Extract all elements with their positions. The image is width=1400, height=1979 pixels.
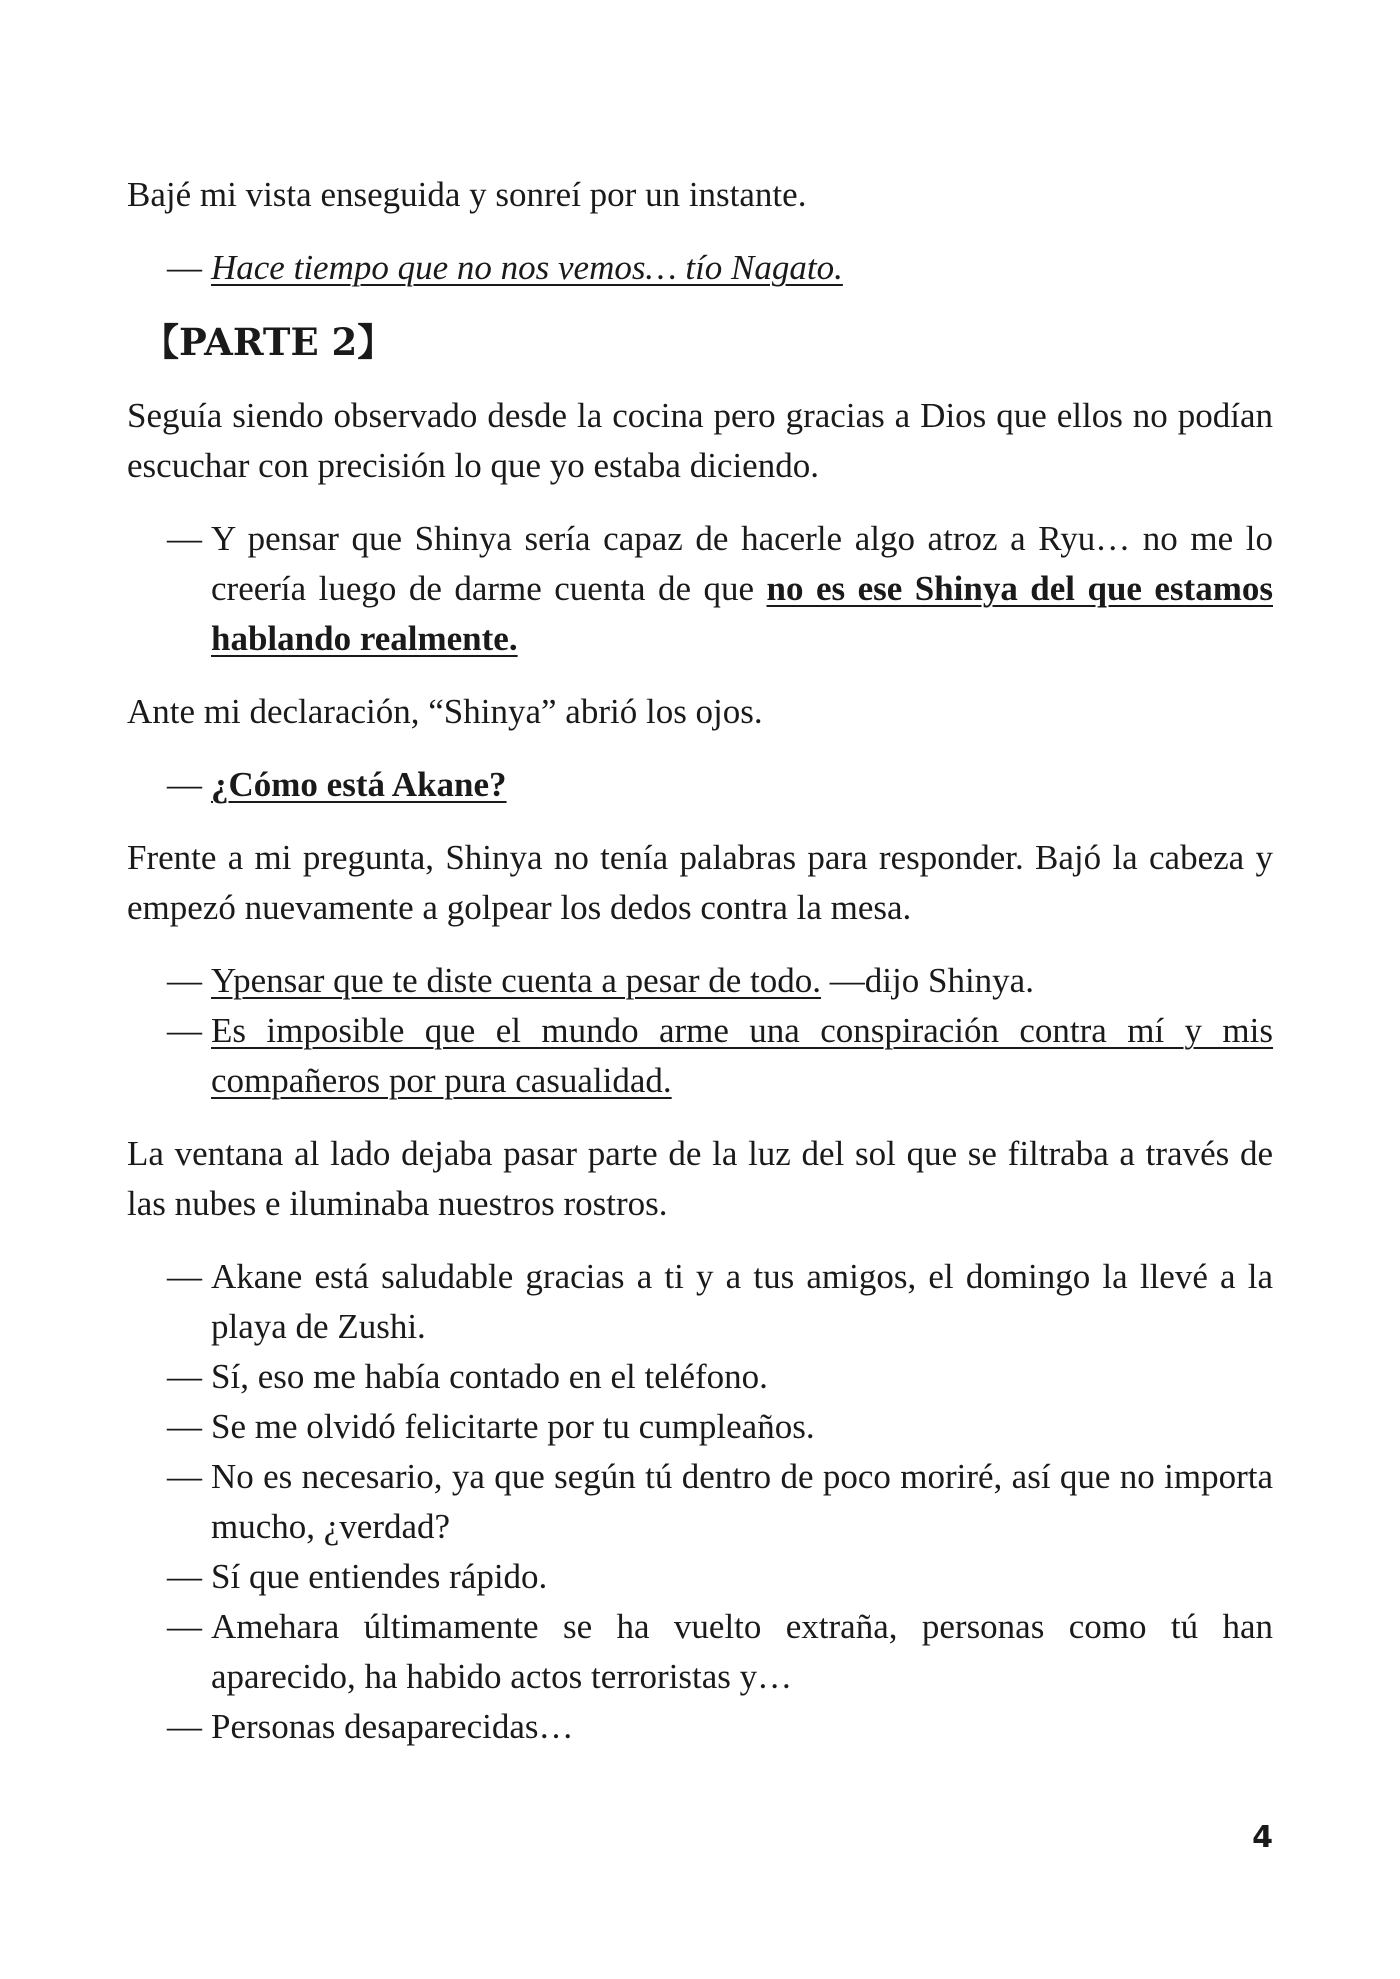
dialogue-text-plain: Y pensar que Shinya sería capaz de hacerle algo atroz a Ryu… no me lo creería luego de darme cuenta de que	[211, 519, 1273, 608]
dialogue-text-bold: no es ese Shinya del que estamos hablando realmente.	[211, 569, 1273, 658]
dialogue-text: Sí que entiendes rápido.	[211, 1557, 548, 1596]
dialogue-12	[127, 1702, 1273, 1752]
dialogue-8	[127, 1402, 1273, 1452]
dialogue-dash: —	[167, 765, 202, 804]
paragraph-2: Seguía siendo observado desde la cocina pero gracias a Dios que ellos no podían escuchar con precisión lo que yo estaba diciendo.	[127, 396, 1273, 485]
dialogue-text-underlined: Ypensar que te diste cuenta a pesar de todo.	[211, 961, 822, 1000]
dialogue-9	[127, 1452, 1273, 1552]
dialogue-7	[127, 1352, 1273, 1402]
dialogue-text: Akane está saludable gracias a ti y a tus amigos, el domingo la llevé a la playa de Zushi.	[211, 1257, 1273, 1346]
dialogue-text: No es necesario, ya que según tú dentro de poco moriré, así que no importa mucho, ¿verdad?	[211, 1457, 1273, 1546]
paragraph-1: Bajé mi vista enseguida y sonreí por un instante.	[127, 175, 807, 214]
dialogue-attribution: —dijo Shinya.	[821, 961, 1034, 1000]
dialogue-2	[127, 514, 1273, 664]
dialogue-dash: —	[167, 1407, 202, 1446]
dialogue-dash: —	[167, 1557, 202, 1596]
dialogue-dash: —	[167, 248, 202, 287]
dialogue-10	[127, 1552, 1273, 1602]
dialogue-text: Amehara últimamente se ha vuelto extraña, personas como tú han aparecido, ha habido actos terroristas y…	[211, 1607, 1273, 1696]
dialogue-dash: —	[167, 1457, 202, 1496]
section-heading: 【PARTE 2】	[142, 320, 395, 364]
dialogue-dash: —	[167, 519, 202, 558]
dialogue-3	[127, 760, 1273, 810]
dialogue-text	[211, 514, 1273, 664]
dialogue-text: Sí, eso me había contado en el teléfono.	[211, 1357, 768, 1396]
paragraph-4: Frente a mi pregunta, Shinya no tenía palabras para responder. Bajó la cabeza y empezó nuevamente a golpear los dedos contra la mesa.	[127, 838, 1273, 927]
dialogue-dash: —	[167, 1707, 202, 1746]
dialogue-text: ¿Cómo está Akane?	[211, 765, 507, 804]
page-number: 4	[1252, 1820, 1273, 1855]
dialogue-dash: —	[167, 1357, 202, 1396]
dialogue-text: Personas desaparecidas…	[211, 1707, 574, 1746]
dialogue-5	[127, 1006, 1273, 1106]
dialogue-1	[127, 243, 1273, 293]
dialogue-text	[211, 956, 1273, 1006]
dialogue-text: Es imposible que el mundo arme una conspiración contra mí y mis compañeros por pura casualidad.	[211, 1011, 1273, 1100]
dialogue-dash: —	[167, 1011, 202, 1050]
dialogue-text: Hace tiempo que no nos vemos… tío Nagato.	[211, 248, 843, 287]
dialogue-dash: —	[167, 1257, 202, 1296]
page-body	[127, 170, 1273, 1752]
paragraph-5: La ventana al lado dejaba pasar parte de la luz del sol que se filtraba a través de las nubes e iluminaba nuestros rostros.	[127, 1134, 1273, 1223]
paragraph-3: Ante mi declaración, “Shinya” abrió los ojos.	[127, 692, 763, 731]
dialogue-11	[127, 1602, 1273, 1702]
dialogue-text: Se me olvidó felicitarte por tu cumpleaños.	[211, 1407, 815, 1446]
dialogue-4	[127, 956, 1273, 1006]
dialogue-dash: —	[167, 1607, 202, 1646]
dialogue-dash: —	[167, 961, 202, 1000]
dialogue-6	[127, 1252, 1273, 1352]
